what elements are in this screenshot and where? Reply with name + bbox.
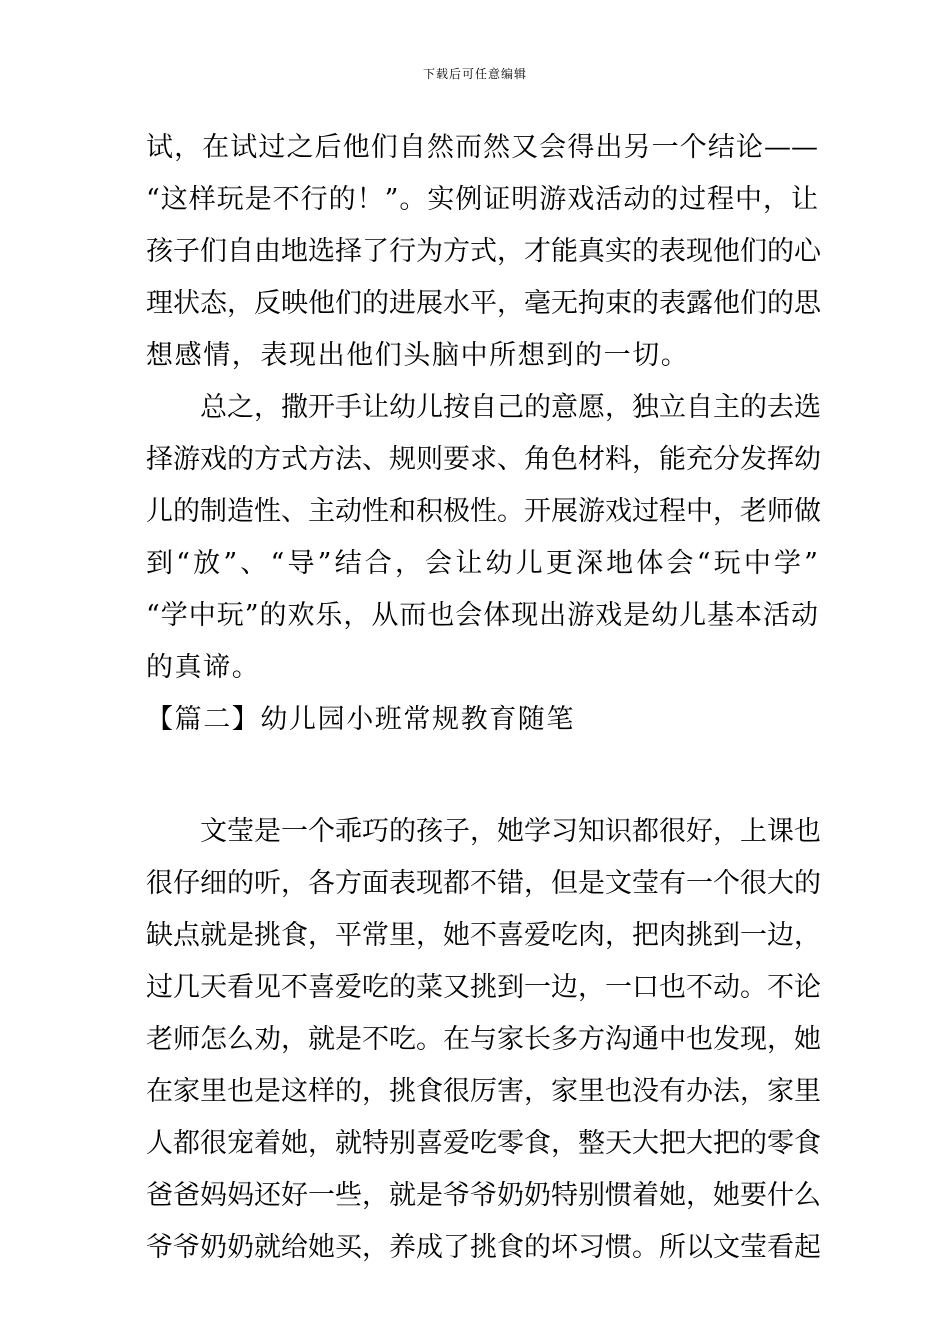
paragraph-line: 到“放”、“导”结合，会让幼儿更深地体会“玩中学” (146, 548, 818, 579)
paragraph-line: 爷爷奶奶就给她买，养成了挑食的坏习惯。所以文莹看起 (146, 1232, 821, 1263)
paragraph-line: “学中玩”的欢乐，从而也会体现出游戏是幼儿基本活动 (146, 600, 818, 631)
paragraph-line: 缺点就是挑食，平常里，她不喜爱吃肉，把肉挑到一边， (146, 920, 821, 951)
section-heading: 【篇二】幼儿园小班常规教育随笔 (146, 704, 575, 735)
paragraph-line: 的真谛。 (146, 652, 261, 683)
section-spacer (146, 746, 818, 806)
paragraph-line: 老师怎么劝，就是不吃。在与家长多方沟通中也发现，她 (146, 1024, 821, 1055)
paragraph-line: 想感情，表现出他们头脑中所想到的一切。 (146, 340, 690, 371)
paragraph-line: 择游戏的方式方法、规则要求、角色材料，能充分发挥幼 (146, 444, 821, 475)
paragraph-line: 人都很宠着她，就特别喜爱吃零食，整天大把大把的零食 (146, 1128, 821, 1159)
paragraph-line: 过几天看见不喜爱吃的菜又挑到一边，一口也不动。不论 (146, 972, 821, 1003)
paragraph-line: 理状态，反映他们的进展水平，毫无拘束的表露他们的思 (146, 288, 821, 319)
paragraph-line: 总之，撒开手让幼儿按自己的意愿，独立自主的去选 (146, 392, 821, 423)
paragraph-line: 试，在试过之后他们自然而然又会得出另一个结论—— (146, 132, 818, 163)
paragraph-line: “这样玩是不行的！”。实例证明游戏活动的过程中，让 (146, 184, 818, 215)
page-header-note: 下载后可任意编辑 (422, 67, 527, 81)
paragraph-line: 儿的制造性、主动性和积极性。开展游戏过程中，老师做 (146, 496, 821, 527)
paragraph-line: 文莹是一个乖巧的孩子，她学习知识都很好，上课也 (146, 816, 821, 847)
document-body (146, 122, 821, 1274)
paragraph-line: 在家里也是这样的，挑食很厉害，家里也没有办法，家里 (146, 1076, 821, 1107)
paragraph-line: 孩子们自由地选择了行为方式，才能真实的表现他们的心 (146, 236, 821, 267)
paragraph-line: 爸爸妈妈还好一些，就是爷爷奶奶特别惯着她，她要什么 (146, 1180, 821, 1211)
paragraph-line: 很仔细的听，各方面表现都不错，但是文莹有一个很大的 (146, 868, 821, 899)
